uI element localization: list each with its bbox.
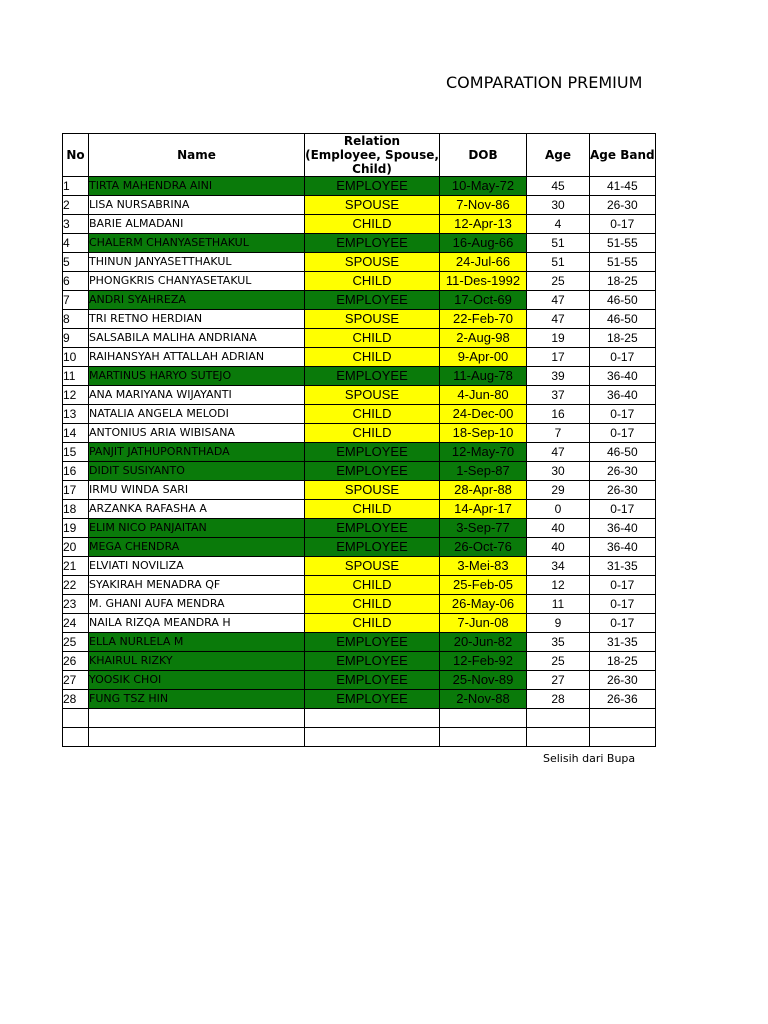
cell-age-band: 46-50 — [590, 310, 656, 329]
cell-age-band: 41-45 — [590, 177, 656, 196]
cell-no: 18 — [63, 500, 89, 519]
cell-dob: 28-Apr-88 — [440, 481, 527, 500]
cell-age: 11 — [527, 595, 590, 614]
cell-relation: CHILD — [305, 576, 440, 595]
table-row — [63, 291, 656, 310]
cell-no: 13 — [63, 405, 89, 424]
cell-no: 24 — [63, 614, 89, 633]
cell-relation: CHILD — [305, 500, 440, 519]
cell-relation: CHILD — [305, 405, 440, 424]
cell-dob: 17-Oct-69 — [440, 291, 527, 310]
table-row — [63, 538, 656, 557]
cell-age: 27 — [527, 671, 590, 690]
cell-dob: 12-Apr-13 — [440, 215, 527, 234]
cell-relation: EMPLOYEE — [305, 234, 440, 253]
table-row — [63, 462, 656, 481]
cell-relation: CHILD — [305, 348, 440, 367]
cell-name: ELVIATI NOVILIZA — [89, 557, 305, 576]
cell-relation: SPOUSE — [305, 386, 440, 405]
cell-dob: 11-Aug-78 — [440, 367, 527, 386]
cell-relation: SPOUSE — [305, 196, 440, 215]
cell-no: 22 — [63, 576, 89, 595]
cell-age-band: 46-50 — [590, 291, 656, 310]
cell-name: NAILA RIZQA MEANDRA H — [89, 614, 305, 633]
cell-age-band: 26-36 — [590, 690, 656, 709]
cell-dob: 11-Des-1992 — [440, 272, 527, 291]
cell-age-band: 51-55 — [590, 253, 656, 272]
cell-age: 9 — [527, 614, 590, 633]
cell-relation: EMPLOYEE — [305, 443, 440, 462]
cell-no: 27 — [63, 671, 89, 690]
cell-name: MEGA CHENDRA — [89, 538, 305, 557]
table-row — [63, 215, 656, 234]
cell-dob: 9-Apr-00 — [440, 348, 527, 367]
cell-dob: 3-Sep-77 — [440, 519, 527, 538]
cell-name: PANJIT JATHUPORNTHADA — [89, 443, 305, 462]
empty-cell — [440, 728, 527, 747]
header-age: Age — [527, 134, 590, 177]
cell-age: 12 — [527, 576, 590, 595]
cell-relation: CHILD — [305, 595, 440, 614]
cell-no: 7 — [63, 291, 89, 310]
cell-age: 51 — [527, 253, 590, 272]
cell-relation: EMPLOYEE — [305, 462, 440, 481]
cell-name: TIRTA MAHENDRA AINI — [89, 177, 305, 196]
cell-age-band: 0-17 — [590, 424, 656, 443]
cell-no: 23 — [63, 595, 89, 614]
cell-dob: 4-Jun-80 — [440, 386, 527, 405]
header-dob: DOB — [440, 134, 527, 177]
cell-relation: CHILD — [305, 272, 440, 291]
header-relation — [305, 134, 440, 177]
cell-dob: 22-Feb-70 — [440, 310, 527, 329]
cell-no: 12 — [63, 386, 89, 405]
cell-age-band: 51-55 — [590, 234, 656, 253]
title-container — [446, 72, 654, 96]
empty-cell — [305, 709, 440, 728]
cell-dob: 20-Jun-82 — [440, 633, 527, 652]
cell-relation: CHILD — [305, 215, 440, 234]
cell-age-band: 26-30 — [590, 671, 656, 690]
cell-name: BARIE ALMADANI — [89, 215, 305, 234]
cell-relation: SPOUSE — [305, 253, 440, 272]
cell-dob: 25-Feb-05 — [440, 576, 527, 595]
cell-relation: EMPLOYEE — [305, 652, 440, 671]
cell-age-band: 0-17 — [590, 595, 656, 614]
header-no: No — [63, 134, 89, 177]
empty-cell — [89, 709, 305, 728]
table-row — [63, 177, 656, 196]
cell-age: 25 — [527, 272, 590, 291]
table-row — [63, 329, 656, 348]
cell-no: 20 — [63, 538, 89, 557]
cell-no: 1 — [63, 177, 89, 196]
table-row — [63, 690, 656, 709]
empty-cell — [89, 728, 305, 747]
empty-cell — [63, 728, 89, 747]
cell-no: 10 — [63, 348, 89, 367]
empty-cell — [63, 709, 89, 728]
cell-age-band: 26-30 — [590, 462, 656, 481]
cell-dob: 2-Aug-98 — [440, 329, 527, 348]
cell-age-band: 36-40 — [590, 367, 656, 386]
cell-age: 37 — [527, 386, 590, 405]
cell-age: 28 — [527, 690, 590, 709]
table-row — [63, 367, 656, 386]
cell-relation: EMPLOYEE — [305, 633, 440, 652]
empty-cell — [440, 709, 527, 728]
cell-dob: 1-Sep-87 — [440, 462, 527, 481]
cell-dob: 26-Oct-76 — [440, 538, 527, 557]
cell-name: DIDIT SUSIYANTO — [89, 462, 305, 481]
empty-cell — [527, 709, 590, 728]
header-relation-text: Relation (Employee, Spouse, Child) — [305, 134, 439, 176]
table-row — [63, 633, 656, 652]
cell-name: ELIM NICO PANJAITAN — [89, 519, 305, 538]
cell-age: 30 — [527, 196, 590, 215]
cell-relation: CHILD — [305, 329, 440, 348]
member-table — [62, 133, 656, 747]
cell-name: SALSABILA MALIHA ANDRIANA — [89, 329, 305, 348]
cell-dob: 10-May-72 — [440, 177, 527, 196]
cell-age: 19 — [527, 329, 590, 348]
cell-relation: CHILD — [305, 424, 440, 443]
table-row — [63, 253, 656, 272]
cell-no: 16 — [63, 462, 89, 481]
cell-name: ANDRI SYAHREZA — [89, 291, 305, 310]
cell-dob: 12-Feb-92 — [440, 652, 527, 671]
cell-age-band: 31-35 — [590, 633, 656, 652]
cell-relation: CHILD — [305, 614, 440, 633]
cell-age-band: 18-25 — [590, 329, 656, 348]
cell-name: TRI RETNO HERDIAN — [89, 310, 305, 329]
cell-age-band: 0-17 — [590, 614, 656, 633]
table-row — [63, 671, 656, 690]
table-row — [63, 443, 656, 462]
table-row — [63, 519, 656, 538]
cell-dob: 26-May-06 — [440, 595, 527, 614]
cell-no: 8 — [63, 310, 89, 329]
cell-no: 17 — [63, 481, 89, 500]
cell-name: ELLA NURLELA M — [89, 633, 305, 652]
cell-relation: EMPLOYEE — [305, 519, 440, 538]
cell-age-band: 26-30 — [590, 481, 656, 500]
cell-name: YOOSIK CHOI — [89, 671, 305, 690]
cell-age: 40 — [527, 538, 590, 557]
cell-age: 7 — [527, 424, 590, 443]
cell-no: 5 — [63, 253, 89, 272]
cell-dob: 18-Sep-10 — [440, 424, 527, 443]
cell-name: CHALERM CHANYASETHAKUL — [89, 234, 305, 253]
cell-no: 3 — [63, 215, 89, 234]
header-age-band: Age Band — [590, 134, 656, 177]
empty-row — [63, 709, 656, 728]
cell-name: ARZANKA RAFASHA A — [89, 500, 305, 519]
cell-age: 16 — [527, 405, 590, 424]
cell-dob: 25-Nov-89 — [440, 671, 527, 690]
cell-no: 2 — [63, 196, 89, 215]
cell-age-band: 18-25 — [590, 272, 656, 291]
table-row — [63, 500, 656, 519]
cell-age: 35 — [527, 633, 590, 652]
cell-age-band: 0-17 — [590, 348, 656, 367]
table-row — [63, 481, 656, 500]
empty-cell — [590, 709, 656, 728]
cell-name: PHONGKRIS CHANYASETAKUL — [89, 272, 305, 291]
cell-age: 51 — [527, 234, 590, 253]
cell-name: ANTONIUS ARIA WIBISANA — [89, 424, 305, 443]
cell-relation: SPOUSE — [305, 557, 440, 576]
cell-relation: EMPLOYEE — [305, 671, 440, 690]
empty-cell — [590, 728, 656, 747]
cell-age-band: 18-25 — [590, 652, 656, 671]
cell-name: FUNG TSZ HIN — [89, 690, 305, 709]
cell-no: 28 — [63, 690, 89, 709]
cell-age: 34 — [527, 557, 590, 576]
table-row — [63, 576, 656, 595]
table-row — [63, 196, 656, 215]
cell-dob: 24-Dec-00 — [440, 405, 527, 424]
cell-name: RAIHANSYAH ATTALLAH ADRIAN — [89, 348, 305, 367]
header-name: Name — [89, 134, 305, 177]
cell-age-band: 36-40 — [590, 386, 656, 405]
cell-dob: 14-Apr-17 — [440, 500, 527, 519]
cell-age-band: 46-50 — [590, 443, 656, 462]
cell-age-band: 36-40 — [590, 538, 656, 557]
cell-dob: 16-Aug-66 — [440, 234, 527, 253]
cell-age: 17 — [527, 348, 590, 367]
cell-name: M. GHANI AUFA MENDRA — [89, 595, 305, 614]
cell-age-band: 0-17 — [590, 215, 656, 234]
cell-no: 19 — [63, 519, 89, 538]
cell-no: 21 — [63, 557, 89, 576]
cell-age-band: 0-17 — [590, 576, 656, 595]
cell-no: 15 — [63, 443, 89, 462]
cell-dob: 3-Mei-83 — [440, 557, 527, 576]
empty-cell — [305, 728, 440, 747]
cell-age-band: 31-35 — [590, 557, 656, 576]
cell-no: 26 — [63, 652, 89, 671]
table-row — [63, 614, 656, 633]
table-row — [63, 595, 656, 614]
cell-no: 11 — [63, 367, 89, 386]
cell-name: NATALIA ANGELA MELODI — [89, 405, 305, 424]
cell-age: 29 — [527, 481, 590, 500]
cell-relation: EMPLOYEE — [305, 291, 440, 310]
cell-age-band: 0-17 — [590, 405, 656, 424]
cell-age: 45 — [527, 177, 590, 196]
cell-no: 9 — [63, 329, 89, 348]
cell-age: 47 — [527, 291, 590, 310]
empty-row — [63, 728, 656, 747]
cell-dob: 7-Jun-08 — [440, 614, 527, 633]
header-row — [63, 134, 656, 177]
cell-age: 30 — [527, 462, 590, 481]
cell-age: 40 — [527, 519, 590, 538]
table-row — [63, 652, 656, 671]
table-body — [63, 177, 656, 747]
table-row — [63, 310, 656, 329]
cell-name: IRMU WINDA SARI — [89, 481, 305, 500]
cell-dob: 7-Nov-86 — [440, 196, 527, 215]
cell-relation: SPOUSE — [305, 310, 440, 329]
cell-age: 39 — [527, 367, 590, 386]
cell-age-band: 0-17 — [590, 500, 656, 519]
table-row — [63, 348, 656, 367]
cell-age-band: 36-40 — [590, 519, 656, 538]
cell-no: 25 — [63, 633, 89, 652]
cell-relation: EMPLOYEE — [305, 177, 440, 196]
cell-name: ANA MARIYANA WIJAYANTI — [89, 386, 305, 405]
cell-age-band: 26-30 — [590, 196, 656, 215]
cell-relation: EMPLOYEE — [305, 690, 440, 709]
table-row — [63, 234, 656, 253]
cell-name: LISA NURSABRINA — [89, 196, 305, 215]
cell-no: 14 — [63, 424, 89, 443]
cell-name: THINUN JANYASETTHAKUL — [89, 253, 305, 272]
cell-name: KHAIRUL RIZKY — [89, 652, 305, 671]
table-row — [63, 557, 656, 576]
empty-cell — [527, 728, 590, 747]
cell-age: 4 — [527, 215, 590, 234]
footnote: Selisih dari Bupa — [543, 752, 636, 765]
cell-age: 47 — [527, 310, 590, 329]
cell-dob: 12-May-70 — [440, 443, 527, 462]
cell-relation: EMPLOYEE — [305, 367, 440, 386]
cell-no: 4 — [63, 234, 89, 253]
cell-dob: 2-Nov-88 — [440, 690, 527, 709]
cell-name: MARTINUS HARYO SUTEJO — [89, 367, 305, 386]
cell-age: 25 — [527, 652, 590, 671]
cell-relation: SPOUSE — [305, 481, 440, 500]
cell-no: 6 — [63, 272, 89, 291]
cell-age: 0 — [527, 500, 590, 519]
cell-relation: EMPLOYEE — [305, 538, 440, 557]
table-row — [63, 424, 656, 443]
cell-age: 47 — [527, 443, 590, 462]
sheet-title: COMPARATION PREMIUM — [446, 73, 643, 92]
cell-name: SYAKIRAH MENADRA QF — [89, 576, 305, 595]
table-row — [63, 272, 656, 291]
table-row — [63, 386, 656, 405]
cell-dob: 24-Jul-66 — [440, 253, 527, 272]
table-row — [63, 405, 656, 424]
